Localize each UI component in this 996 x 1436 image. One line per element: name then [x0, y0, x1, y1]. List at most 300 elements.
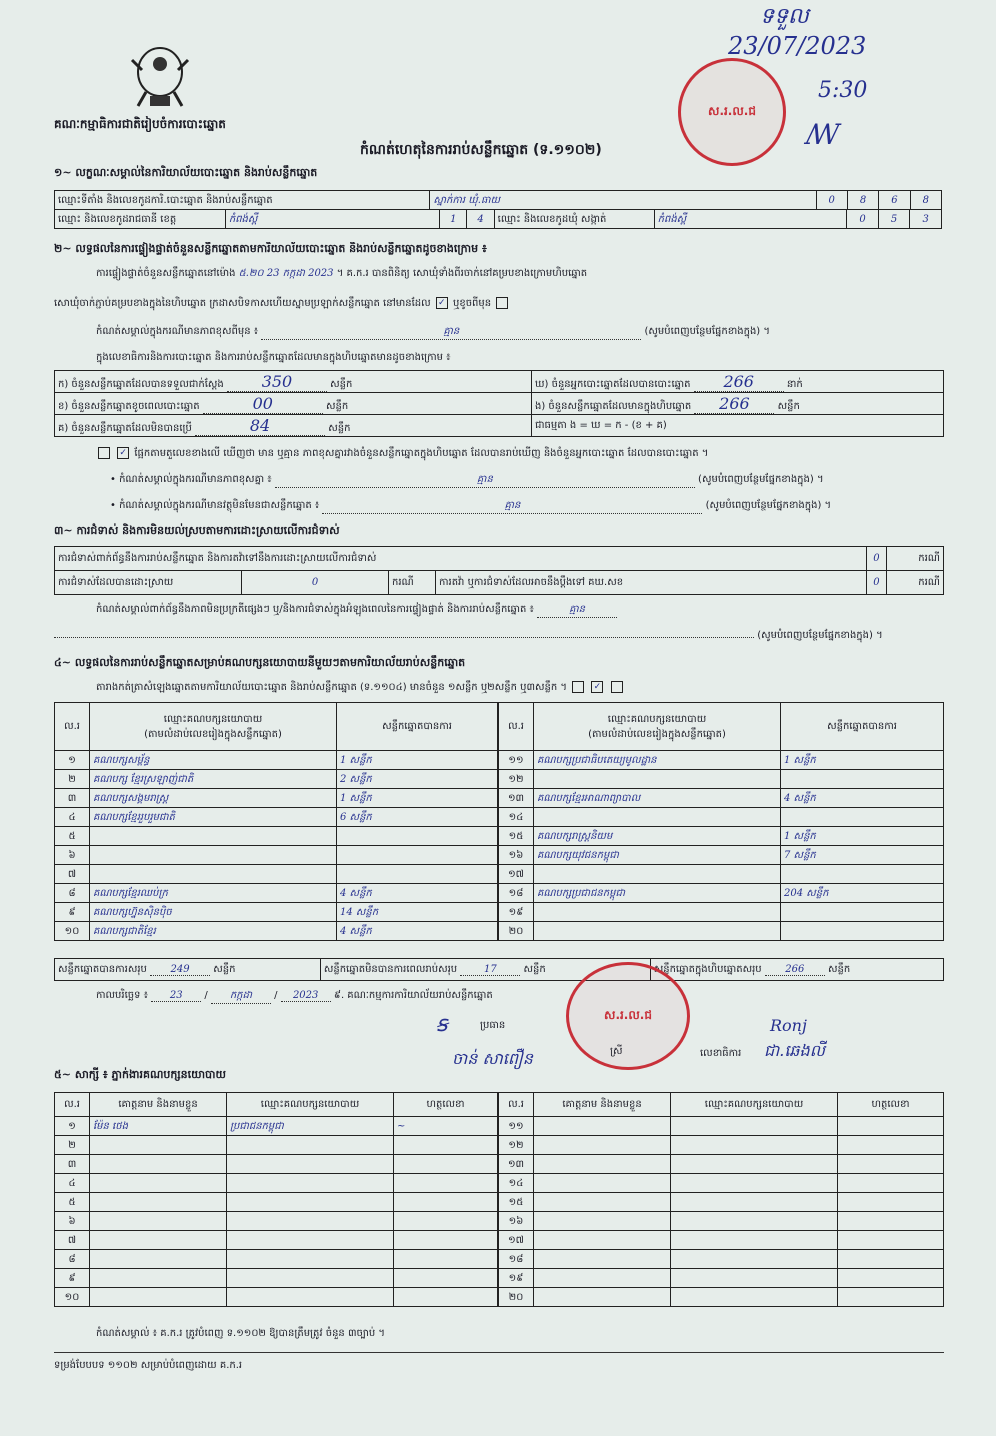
objection-r2b-value: 0: [866, 571, 886, 595]
cell-no: ១៧: [499, 1231, 534, 1250]
cell-sign: [394, 1136, 498, 1155]
cell-no: ១៨: [499, 884, 534, 903]
table-row: [55, 922, 498, 941]
cell-votes: 1 សន្លឹក: [337, 789, 498, 808]
para-b: ។ គ.ក.រ បានពិនិត្យ សោឃុំទាំងពីរចាក់នៅគម្របខាងក្រោមហិបឆ្នោត: [336, 268, 588, 279]
date-year: 2023: [281, 990, 331, 1002]
col-party: ឈ្មោះគណបក្សនយោបាយ: [671, 1093, 838, 1117]
cell-sign: [838, 1212, 944, 1231]
para-year: 2023: [308, 268, 334, 279]
cell-no: ៨: [55, 884, 90, 903]
unit: សន្លឹក: [828, 964, 851, 975]
cell-party: គណបក្សប្រជាធិបតេយ្យមូលដ្ឋាន: [534, 751, 781, 770]
table-row: [499, 922, 944, 941]
para-day: 23: [266, 268, 280, 279]
table-row: [499, 1117, 944, 1136]
check-line-text: ផ្អែកតាមតួលេខខាងលើ ឃើញថា មាន ឬគ្មាន ភាពខុសគ្នារវាងចំនួនសន្លឹកឆ្នោតក្នុងហិបឆ្នោត ដែលបានរាប់ឃើញ និងចំនួនអ្នកបោះឆ្នោត ដែលបានបោះឆ្នោត ។: [134, 448, 709, 459]
table-row: [55, 1174, 498, 1193]
form-note: ទម្រង់បែបបទ ១១០២ សម្រាប់បំពេញដោយ គ.ក.រ: [54, 1360, 243, 1371]
table-row: [499, 789, 944, 808]
cell-no: ១១: [499, 751, 534, 770]
col-party: ឈ្មោះគណបក្សនយោបាយ: [227, 1093, 394, 1117]
cell-name: [90, 1155, 227, 1174]
cell-sign: [838, 1174, 944, 1193]
cell-votes: 1 សន្លឹក: [337, 751, 498, 770]
row1-label: ឈ្មោះទីតាំង និងលេខកូដការិ.បោះឆ្នោត និងរាប់សន្លឹកឆ្នោត: [55, 191, 430, 210]
table-row: [55, 846, 498, 865]
cell-sign: [838, 1288, 944, 1307]
table-row: [499, 751, 944, 770]
cell-party: [90, 846, 337, 865]
cell-votes: 4 សន្លឹក: [337, 922, 498, 941]
cell-votes: 204 សន្លឹក: [781, 884, 944, 903]
org-name: គណៈកម្មាធិការជាតិរៀបចំការបោះឆ្នោត: [54, 117, 226, 131]
cell-party: គណបក្សខ្មែររួបរួមជាតិ: [90, 808, 337, 827]
cell-no: ១៦: [499, 1212, 534, 1231]
cell-party: គណបក្សសង្គមរាស្ត្រ: [90, 789, 337, 808]
objection-table: [54, 546, 944, 595]
table-row: [499, 770, 944, 789]
cell-party: [227, 1269, 394, 1288]
bullet1-line: [110, 472, 946, 488]
col-no: ល.រ: [499, 703, 534, 751]
cell-party: [671, 1117, 838, 1136]
cell-no: ២: [55, 1136, 90, 1155]
cell-votes: 6 សន្លឹក: [337, 808, 498, 827]
handwritten-received: ទទួល: [760, 4, 809, 29]
col-party-label: ឈ្មោះគណបក្សនយោបាយ: [607, 713, 707, 725]
count-ng-value: 266: [694, 394, 774, 414]
province-value: កំពង់ស្ពឺ: [225, 210, 439, 229]
section2-para-line1: [96, 266, 946, 281]
sum3-value: 266: [765, 964, 825, 976]
unit: សន្លឹក: [325, 400, 349, 412]
cell-votes: 1 សន្លឹក: [781, 827, 944, 846]
unit: នាក់: [786, 378, 803, 390]
cell-votes: 2 សន្លឹក: [337, 770, 498, 789]
cell-party: [534, 808, 781, 827]
table-row: [55, 751, 498, 770]
cell-name: [90, 1288, 227, 1307]
objection-r2b-label: ការតវ៉ា ឬការជំទាស់ដែលអាចនឹងប្ដឹងទៅ គឃ.សខ: [436, 571, 867, 595]
counts-intro: ក្នុងលេខាធិការនិងការបោះឆ្នោត និងការរាប់សន្លឹកឆ្នោតដែលមានក្នុងហិបឆ្នោតមានដូចខាងក្រោម ៖: [96, 352, 451, 363]
col-name: គោត្តនាម និងនាមខ្លួន: [90, 1093, 227, 1117]
col-no: ល.រ: [55, 703, 90, 751]
table-row: [499, 1288, 944, 1307]
cell-no: ១២: [499, 770, 534, 789]
cell-party: គណបក្សយុវជនកម្ពុជា: [534, 846, 781, 865]
para-c: សោឃុំចាក់ភ្ជាប់គម្របខាងក្នុងនៃហិបឆ្នោត ក្រដាសបិទកាសហើយស្នាមប្រឡាក់សន្លឹកឆ្នោត នៅមានដែល: [54, 298, 431, 309]
cell-name: [534, 1269, 671, 1288]
table-row: [55, 808, 498, 827]
cell-votes: [781, 770, 944, 789]
cell-sign: [394, 1212, 498, 1231]
col-party: [534, 703, 781, 751]
unit: សន្លឹក: [328, 422, 351, 434]
cell-party: [671, 1231, 838, 1250]
cell-no: ២០: [499, 922, 534, 941]
unit-case: ករណី: [887, 547, 944, 571]
cell-sign: [394, 1269, 498, 1288]
table-row: [499, 1231, 944, 1250]
cell-party: [671, 1288, 838, 1307]
table-row: [55, 827, 498, 846]
table-row: [499, 884, 944, 903]
cell-party: គណបក្សប្រជាជនកម្ពុជា: [534, 884, 781, 903]
table-row: [55, 1155, 498, 1174]
note-fill-hint: (សូមបំពេញបន្ថែមផ្នែកខាងក្នុង) ។: [698, 474, 824, 485]
sum3-label: សន្លឹកឆ្នោតក្នុងហិបឆ្នោតសរុប: [653, 964, 762, 975]
cell-name: [90, 1250, 227, 1269]
cell-no: ៨: [55, 1250, 90, 1269]
cell-party: ប្រជាជនកម្ពុជា: [227, 1117, 394, 1136]
col-votes: សន្លឹកឆ្នោតបានការ: [781, 703, 944, 751]
handwritten-time: 5:30: [818, 78, 868, 103]
code1-digit: 8: [910, 191, 941, 210]
cell-party: [534, 770, 781, 789]
note-fill-hint: (សូមបំពេញបន្ថែមផ្នែកខាងក្នុង) ។: [644, 326, 770, 337]
cell-no: ១៧: [499, 865, 534, 884]
cell-party: [671, 1136, 838, 1155]
table-row: [55, 1136, 498, 1155]
section3-note-line2: [54, 628, 944, 643]
cell-party: [671, 1155, 838, 1174]
cell-votes: [337, 865, 498, 884]
cell-name: [90, 1231, 227, 1250]
col-party-label: ឈ្មោះគណបក្សនយោបាយ: [163, 713, 263, 725]
code2-digit: 3: [910, 210, 942, 229]
cell-sign: [838, 1155, 944, 1174]
section3-heading: ៣~ ការជំទាស់ និងការមិនយល់ស្របតាមការដោះស្រាយលើការជំទាស់: [54, 524, 340, 537]
cell-votes: 14 សន្លឹក: [337, 903, 498, 922]
cell-name: [534, 1174, 671, 1193]
objection-r1-label: ការជំទាស់ពាក់ព័ន្ធនឹងការរាប់សន្លឹកឆ្នោត និងការតវ៉ាទៅនឹងការដោះស្រាយលើការជំទាស់: [55, 547, 867, 571]
section3-note: [96, 602, 946, 618]
table-row: [55, 865, 498, 884]
cell-no: ៥: [55, 827, 90, 846]
cell-party: [90, 827, 337, 846]
row1-value: ស្នាក់ការ ឃុំ.ធាយ: [430, 191, 816, 210]
cell-party: [671, 1212, 838, 1231]
bullet1-value: គ្មាន: [275, 472, 695, 488]
cell-votes: [781, 865, 944, 884]
chair-signature: ꞩ: [436, 1012, 448, 1037]
cell-name: [90, 1269, 227, 1288]
table-row: [55, 1231, 498, 1250]
witness-table-right: [498, 1092, 944, 1307]
bullet2-line: [110, 498, 946, 514]
bullet1-label: • កំណត់សម្គាល់ក្នុងករណីមានភាពខុសគ្នា ៖: [110, 474, 272, 485]
note-fill-hint: (សូមបំពេញបន្ថែមផ្នែកខាងក្នុង) ។: [705, 500, 832, 511]
cell-no: ៦: [55, 1212, 90, 1231]
unit-case: ករណី: [389, 571, 436, 595]
col-sign: ហត្ថលេខា: [394, 1093, 498, 1117]
section1-heading: ១~ លក្ខណៈសម្គាល់នៃការិយាល័យបោះឆ្នោត និងរាប់សន្លឹកឆ្នោត: [54, 166, 318, 179]
secretary-label: លេខាធិការ: [700, 1048, 742, 1059]
cell-no: ៧: [55, 865, 90, 884]
table-row: [499, 903, 944, 922]
handwritten-date: 23/07/2023: [728, 32, 867, 60]
cell-name: [534, 1231, 671, 1250]
bullet2-value: គ្មាន: [322, 498, 702, 514]
table-row: [55, 1250, 498, 1269]
code2-digit: 0: [847, 210, 879, 229]
para-hour: ៥.២០: [238, 268, 264, 279]
cell-name: [534, 1193, 671, 1212]
cell-name: [90, 1174, 227, 1193]
chair-name: ចាន់ សាពឿន: [452, 1049, 533, 1068]
table-row: [499, 846, 944, 865]
cell-no: ១: [55, 1117, 90, 1136]
cell-no: ៩: [55, 903, 90, 922]
cell-sign: [838, 1269, 944, 1288]
one-sheet-checkbox[interactable]: [572, 681, 584, 693]
intact-checkbox[interactable]: ✓: [436, 297, 448, 309]
note-fill-hint: (សូមបំពេញបន្ថែមផ្នែកខាងក្នុង) ។: [757, 630, 883, 641]
cell-sign: [394, 1174, 498, 1193]
totals-row: [54, 958, 944, 981]
secretary-name: ជា.ឆេងលី: [764, 1041, 825, 1060]
cell-name: ម៉ែន ថេង: [90, 1117, 227, 1136]
table-row: [499, 1155, 944, 1174]
cell-party: គណបក្សរាស្ត្រនិយម: [534, 827, 781, 846]
cell-no: ១៣: [499, 1155, 534, 1174]
cell-sign: [394, 1250, 498, 1269]
col-name: គោត្តនាម និងនាមខ្លួន: [534, 1093, 671, 1117]
cell-sign: [394, 1231, 498, 1250]
footnote: កំណត់សម្គាល់ ៖ គ.ក.រ ត្រូវបំពេញ ទ.១១០២ ឱ្យបានត្រឹមត្រូវ ចំនួន ៣ច្បាប់ ។: [96, 1328, 385, 1339]
cell-votes: 1 សន្លឹក: [781, 751, 944, 770]
cell-party: [671, 1174, 838, 1193]
cell-party: គណបក្ស ខ្មែរស្រឡាញ់ជាតិ: [90, 770, 337, 789]
cell-sign: [838, 1193, 944, 1212]
count-ko-label: គ) ចំនួនសន្លឹកឆ្នោតដែលមិនបានប្រើ: [58, 422, 192, 434]
cell-party: គណបក្សហ្វ៊ុនស៊ិនប៉ិច: [90, 903, 337, 922]
note1-label: កំណត់សម្គាល់ក្នុងករណីមានភាពខុសពីមុន ៖: [96, 326, 259, 337]
cell-no: ១៥: [499, 1193, 534, 1212]
cell-votes: [781, 903, 944, 922]
cell-sign: [838, 1231, 944, 1250]
cell-sign: [838, 1250, 944, 1269]
no-diff-checkbox[interactable]: ✓: [117, 447, 129, 459]
cell-party: គណបក្សខ្មែរអាណាព្យាបាល: [534, 789, 781, 808]
cell-no: ៧: [55, 1231, 90, 1250]
damaged-checkbox[interactable]: [496, 297, 508, 309]
objection-r2a-value: 0: [242, 571, 389, 595]
table-row: [499, 1193, 944, 1212]
cell-no: ២០: [499, 1288, 534, 1307]
col-sign: ហត្ថលេខា: [838, 1093, 944, 1117]
table-row: [55, 884, 498, 903]
code1-digit: 6: [879, 191, 910, 210]
count-k-label: ក) ចំនួនសន្លឹកឆ្នោតដែលបានទទួលជាក់ស្ដែង: [58, 378, 224, 390]
cell-party: [227, 1174, 394, 1193]
secretary-signature: Ronj: [770, 1016, 807, 1035]
section4-intro: [96, 680, 946, 695]
cell-name: [534, 1250, 671, 1269]
section3-note-label: កំណត់សម្គាល់ពាក់ព័ន្ធនឹងភាពមិនប្រក្រតីផ្សេងៗ ឬ/និងការជំទាស់ក្នុងអំឡុងពេលនៃការផ្ទៀងផ្ទាត់ និងការរាប់សន្លឹកឆ្នោត ៖: [96, 604, 534, 615]
results-table-left: [54, 702, 498, 941]
cell-name: [90, 1136, 227, 1155]
table-row: [55, 789, 498, 808]
commune-value: កំពង់ស្ពឺ: [654, 210, 847, 229]
sum1-label: សន្លឹកឆ្នោតបានការសរុប: [58, 964, 147, 975]
cell-no: ៦: [55, 846, 90, 865]
code1-digit: 0: [816, 191, 847, 210]
cell-no: ១៦: [499, 846, 534, 865]
para-month: កក្កដា: [282, 268, 305, 279]
cell-party: [227, 1288, 394, 1307]
table-row: [499, 1136, 944, 1155]
cell-party: [227, 1250, 394, 1269]
cell-name: [534, 1212, 671, 1231]
cell-no: ៤: [55, 808, 90, 827]
table-row: [499, 865, 944, 884]
official-stamp-bottom: ស.រ.ល.ជ: [566, 962, 690, 1070]
cell-name: [534, 1117, 671, 1136]
count-gh-value: 266: [694, 372, 784, 392]
table-row: [499, 1174, 944, 1193]
count-kh-value: 00: [203, 394, 323, 414]
cell-party: [227, 1193, 394, 1212]
table-row: [499, 1212, 944, 1231]
count-kh-label: ខ) ចំនួនសន្លឹកឆ្នោតខូចពេលបោះឆ្នោត: [58, 400, 200, 412]
cell-sign: [838, 1117, 944, 1136]
cell-votes: 4 សន្លឹក: [781, 789, 944, 808]
table-row: [499, 808, 944, 827]
date-month: កក្កដា: [211, 988, 271, 1004]
cell-name: [534, 1155, 671, 1174]
table-row: [55, 903, 498, 922]
committee-label: ៩. គណៈកម្មការការិយាល័យរាប់សន្លឹកឆ្នោត: [333, 990, 493, 1001]
note1-value: គ្មាន: [261, 324, 641, 340]
province-code-digit: 1: [440, 210, 467, 229]
section4-intro-text: តារាងកត់ត្រាសំឡេងឆ្នោតតាមការិយាល័យបោះឆ្នោត និងរាប់សន្លឹកឆ្នោត (ទ.១១០៤) មានចំនួន ១សន្លឹក ឬ២សន្លឹក ឬ៣សន្លឹក ។: [96, 682, 568, 693]
cell-no: ១៩: [499, 903, 534, 922]
table-row: [499, 1250, 944, 1269]
check-line: [96, 446, 946, 461]
cell-no: ៤: [55, 1174, 90, 1193]
cell-sign: ~: [394, 1117, 498, 1136]
page-title: កំណត់ហេតុនៃការរាប់សន្លឹកឆ្នោត (ទ.១១០២): [360, 142, 602, 158]
bullet2-label: • កំណត់សម្គាល់ក្នុងករណីមានវត្ថុមិនមែនជាសន្លឹកឆ្នោត ៖: [110, 500, 320, 511]
table-row: [499, 827, 944, 846]
cell-no: ៣: [55, 789, 90, 808]
formula: ជាធម្មតា ង = ឃ = ក - (ខ + គ): [532, 415, 944, 437]
col-votes: សន្លឹកឆ្នោតបានការ: [337, 703, 498, 751]
cell-party: គណបក្សជាតិខ្មែរ: [90, 922, 337, 941]
cell-party: [227, 1136, 394, 1155]
row2-label: ឈ្មោះ និងលេខកូដរាជធានី ខេត្ត: [55, 210, 226, 229]
two-sheet-checkbox[interactable]: ✓: [591, 681, 603, 693]
results-table-right: [498, 702, 944, 941]
section2-para-line2: [54, 296, 944, 311]
cell-votes: [781, 922, 944, 941]
cell-no: ២: [55, 770, 90, 789]
table-row: [499, 1269, 944, 1288]
count-k-value: 350: [227, 372, 327, 392]
cell-party: [534, 922, 781, 941]
cell-party: គណបក្សសម្ព័ន្ធ: [90, 751, 337, 770]
cell-party: [227, 1155, 394, 1174]
cell-no: ១: [55, 751, 90, 770]
cell-no: ៣: [55, 1155, 90, 1174]
cell-sign: [838, 1136, 944, 1155]
section4-heading: ៤~ លទ្ធផលនៃការរាប់សន្លឹកឆ្នោតសម្រាប់គណបក្សនយោបាយនីមួយៗតាមការិយាល័យរាប់សន្លឹកឆ្នោត: [54, 656, 466, 669]
cell-no: ១០: [55, 922, 90, 941]
cell-party: [227, 1231, 394, 1250]
cell-party: [671, 1250, 838, 1269]
cell-votes: [337, 846, 498, 865]
count-gh-label: ឃ) ចំនួនអ្នកបោះឆ្នោតដែលបានបោះឆ្នោត: [535, 378, 691, 390]
handwritten-scribble: ꟿ: [806, 118, 840, 151]
cell-party: គណបក្សខ្មែរឈប់ក្រ: [90, 884, 337, 903]
cell-votes: [337, 827, 498, 846]
unit: សន្លឹក: [523, 964, 546, 975]
date-label: កាលបរិច្ឆេទ ៖: [96, 990, 149, 1001]
cell-party: [671, 1193, 838, 1212]
counts-table: [54, 370, 944, 437]
cell-sign: [394, 1288, 498, 1307]
code2-digit: 5: [878, 210, 910, 229]
table-row: [55, 770, 498, 789]
cell-party: [534, 865, 781, 884]
objection-r2a-label: ការជំទាស់ដែលបានដោះស្រាយ: [55, 571, 242, 595]
section5-heading: ៥~ សាក្សី ៖ ភ្នាក់ងារគណបក្សនយោបាយ: [54, 1068, 227, 1081]
table-row: [55, 1269, 498, 1288]
cell-votes: 7 សន្លឹក: [781, 846, 944, 865]
cell-no: ៥: [55, 1193, 90, 1212]
para-d: ឬខូចពីមុន: [453, 298, 492, 309]
section2-heading: ២~ លទ្ធផលនៃការផ្ទៀងផ្ទាត់ចំនួនសន្លឹកឆ្នោតតាមការិយាល័យបោះឆ្នោត និងរាប់សន្លឹកឆ្នោតដូចខាងក្រោម ៖: [54, 242, 487, 255]
cell-no: ១១: [499, 1117, 534, 1136]
section1-table: [54, 190, 942, 210]
cell-no: ១៣: [499, 789, 534, 808]
emblem-icon: [128, 40, 192, 112]
cell-no: ១៩: [499, 1269, 534, 1288]
cell-no: ១៨: [499, 1250, 534, 1269]
cell-name: [534, 1288, 671, 1307]
three-sheet-checkbox[interactable]: [611, 681, 623, 693]
official-stamp-top: ស.រ.ល.ជ: [678, 58, 786, 166]
cell-party: [90, 865, 337, 884]
col-party-sub: (តាមលំដាប់លេខរៀងក្នុងសន្លឹកឆ្នោត): [144, 728, 282, 740]
note1-line: [96, 324, 946, 340]
witness-table-left: [54, 1092, 498, 1307]
section3-note-value: គ្មាន: [537, 602, 617, 618]
date-day: 23: [151, 990, 201, 1002]
objection-r1-value: 0: [866, 547, 886, 571]
section1-table-row2: [54, 209, 942, 229]
count-ko-value: 84: [195, 416, 325, 436]
cell-votes: 4 សន្លឹក: [337, 884, 498, 903]
cell-no: ៩: [55, 1269, 90, 1288]
col-party: [90, 703, 337, 751]
cell-no: ១០: [55, 1288, 90, 1307]
sum2-label: សន្លឹកឆ្នោតមិនបានការពេលរាប់សរុប: [323, 964, 458, 975]
cell-name: [90, 1193, 227, 1212]
unit: សន្លឹក: [330, 378, 353, 390]
col-no: ល.រ: [499, 1093, 534, 1117]
unit-case: ករណី: [887, 571, 944, 595]
province-code-digit: 4: [467, 210, 494, 229]
cell-party: [671, 1269, 838, 1288]
cell-no: ១២: [499, 1136, 534, 1155]
chair-label: ប្រធាន: [480, 1020, 506, 1031]
has-diff-checkbox[interactable]: [98, 447, 110, 459]
sum2-value: 17: [460, 964, 520, 976]
cell-no: ១៤: [499, 1174, 534, 1193]
